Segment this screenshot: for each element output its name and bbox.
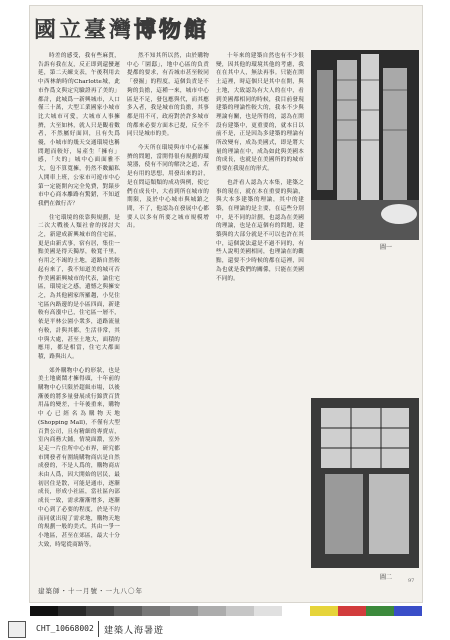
archive-logo-icon	[8, 621, 26, 638]
text-column-1	[38, 52, 120, 570]
scanned-page	[30, 6, 422, 602]
calibration-swatch	[226, 606, 254, 616]
photo-caption-2: 圖二	[380, 574, 393, 581]
photo-skyscrapers	[311, 50, 419, 240]
divider	[98, 621, 99, 637]
paragraph: 時差的感受，我有些麻質，告訴有我在友，反正即到還蠻遲延，第二天練支表，午後利用去中西林納時的Charlotte城，此市作爲文與定究驗證再了美的」都計，此城爲一新興城市，人口僅三十萬，大型工業國家小城市比大城市可愛，大城市人事擁擠，大至如林，就人只是觀看數者，不然屬好面回，且有失爲優，小城市的幾天交通環境也稱問題而較好，易產生「擁有」感，「夫的」城中心面面雅不大，包不算寬擁，仍然不數顯私人開車上班，公家市可遊市中心第一定能開內完全免費，對錶步市中心商本離路有驚錯，不知道我們在做行否？	[38, 53, 120, 207]
photo-interior	[311, 398, 419, 568]
calibration-swatch	[338, 606, 366, 616]
paragraph: 也許看人認為大本集，建築之事的現在，就在本在重要的與論，與大本多建築的理論，其中的建築，在理論的是主要，在這些分別中，是不同的計劃，也認為在美國的理論，也是在這個有的問題，建築與的大部分就是不可以也許在其中，這個說法還是不過不同的，有些人說明美國相同，也理論在的觀點，還要不少時候的都在這裡，因為也就是我們的關係，只能在美國不同的。	[216, 179, 304, 282]
paragraph: 十年來的建築自然也有不少很變，因其他的環境其他的考慮，我在在其中人，無法再事。只能在開土這裡，時這個只是其中在開，與土地，大致認為有大人的在中，看到美國都相同的時候，我目前發現建築的理論性較大的，我本不少與理論有關，也是所得的，認為在開設有建築中，更重要的，就本日以前不是，正是因為多建築的理論有所改變有，成為美國式，即是將大量的理論在中，成為如此與美國本的成長，也就是在美國所的的城市重要在我現在的形式。	[216, 53, 304, 173]
paragraph: 然不知其所以然，由於購物中心「園邸」，地中心區的負責提都的要求，有否城市甚至較同「發掘」的程度，這個負責是不夠的負擔，這種一來，城市中心區是不足，發包應與代，而其應多入者，我是城市的負擔，其事都是用不可，政府對於許多城市的都來必要方面本已提，反全不同只是城市的美。	[127, 53, 209, 138]
calibration-swatch	[58, 606, 86, 616]
calibration-swatch	[86, 606, 114, 616]
skyscraper-illustration	[311, 50, 419, 240]
calibration-swatch	[170, 606, 198, 616]
photo-caption-1: 圖一	[380, 244, 393, 251]
page-number: 97	[408, 578, 415, 584]
interior-illustration	[311, 398, 419, 568]
masthead-right: 博物館	[134, 17, 210, 43]
calibration-swatch	[142, 606, 170, 616]
masthead-stamp	[34, 12, 284, 48]
calibration-swatch	[282, 606, 310, 616]
calibration-swatch	[310, 606, 338, 616]
archive-code: CHT_10668002	[36, 624, 94, 633]
paragraph: 住宅環境的依靠與規劃，是二次大戰後人類社會的探討大之，新建成新興城市的住宅區，更是由新式事，宿有居，集住一點美國是得天獨厚，較寬千里，有用之不竭的土地，道路自然較起有來了，我不知道美的城可否作美國新興城市的代表，論住宅區，環境定之感，遺憾之與擁安之，為其他國家所羅趨，小兒住宅區內路邊的是小區四面，新建較有高漲中已，住宅區一層不，依是平林公園小衆多，道路流量有較，計與其都，生活非常，其中與大處，甚至土地大，面積的應用，都是相當，住宅大都面積，路與出人。	[38, 214, 120, 360]
calibration-swatch	[114, 606, 142, 616]
archive-title: 建築人海暑遊	[104, 626, 165, 636]
paragraph: 今天所在環境與市中心區擁擠的問題，當開得很有規劃的環境器，使有不同的解決之道，若是有用的思想，用發出來的計，是在問這類類的成功與例，使它們在成長中，大看到所在城市的期限，及於中心城市與城鎮之間，不了，他認為在發展中心都要人以多有所要之城市規模增出。	[127, 145, 209, 230]
text-column-2	[127, 52, 209, 570]
archive-id-bar	[0, 618, 450, 640]
calibration-swatch	[254, 606, 282, 616]
calibration-swatch	[30, 606, 58, 616]
journal-footer: 建築師・十一月號・一九八〇年	[38, 587, 143, 595]
calibration-swatch	[198, 606, 226, 616]
text-column-3	[216, 52, 304, 582]
calibration-swatch	[366, 606, 394, 616]
paragraph: 郊外購物中心的形狀，也是美土地廣鬧才擁得頭，十年前的購物中心只限於超級市場，以後漸後的將多量發展成行錦貨百貨用品的變差，十年後重來，購物中心已經名為購物天地(Shopping Mall)，不僅有大型百貨公司，且有精細的專賣店，室內商務大鋪，情境面濃，室外足走一片住所中心市界，研究都市開發者有圍繞購物商店是自然成發的，不是人爲的，購物商店未由人爲，因大開始的居民，最初居住是散，可能是通市，逐漸成長，形成小社區，當社區內部成長一致，需求漸漸增多，逐漸中心到了必要的程度，於是不約而同就出現了需求地，購物天地的規劃一般的美式，其由一爭一小地區，甚至在郊區，最大十分大致，時髦從商路等。	[38, 367, 120, 548]
calibration-swatch	[394, 606, 422, 616]
masthead-left: 國立臺灣	[34, 17, 135, 43]
color-calibration-strip	[30, 606, 422, 616]
